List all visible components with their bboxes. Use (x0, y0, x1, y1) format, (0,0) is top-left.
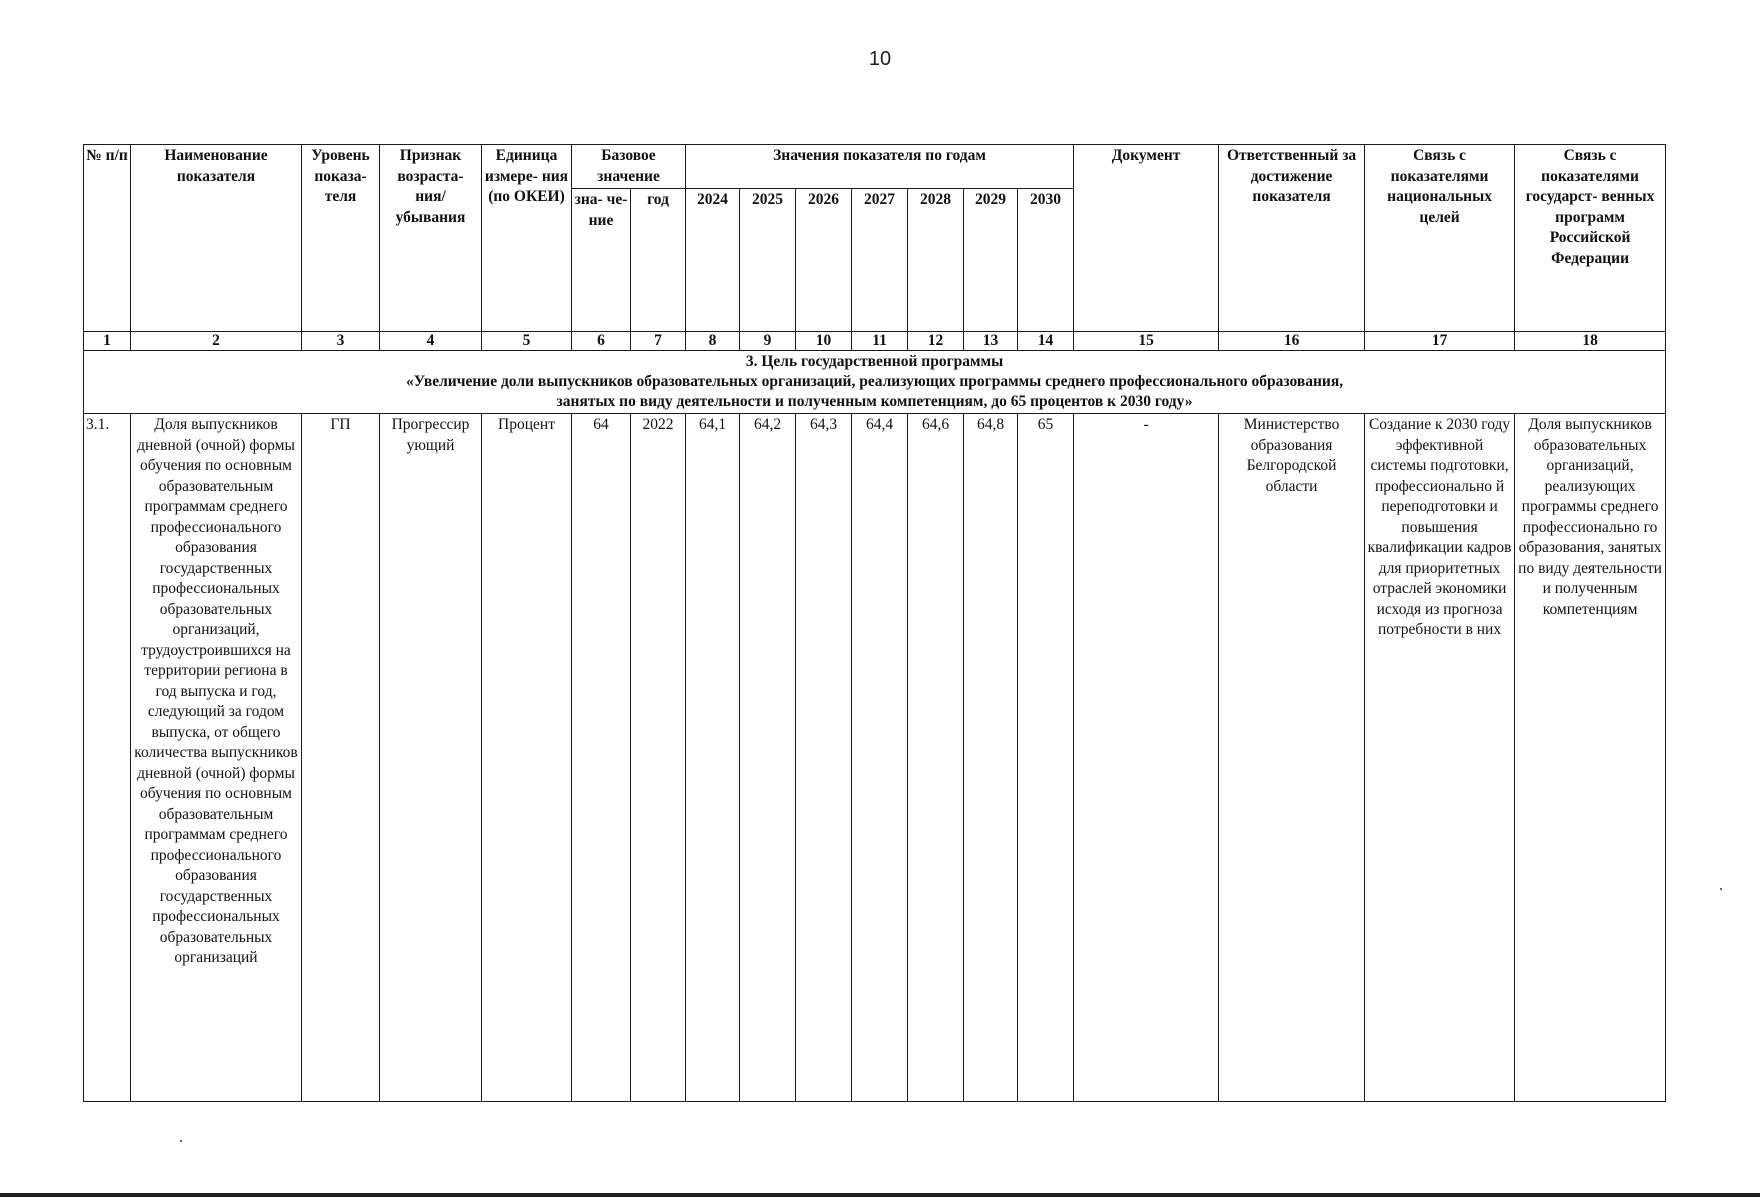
goal-text-line: занятых по виду деятельности и полученным компетенциям, до 65 процентов к 2030 году» (556, 393, 1193, 410)
value-2024: 64,1 (686, 414, 740, 1102)
column-number: 17 (1365, 332, 1515, 351)
header-year: 2029 (964, 189, 1018, 332)
value-2028: 64,6 (908, 414, 964, 1102)
column-number: 5 (482, 332, 572, 351)
header-level: Уровень показа- теля (302, 145, 380, 332)
header-base-year: год (631, 189, 686, 332)
base-value: 64 (572, 414, 631, 1102)
header-year: 2026 (796, 189, 852, 332)
column-number: 1 (84, 332, 131, 351)
header-document: Документ (1074, 145, 1219, 332)
indicator-sign: Прогрессир ующий (380, 414, 482, 1102)
value-2029: 64,8 (964, 414, 1018, 1102)
goal-row (84, 351, 1666, 414)
header-no: № п/п (84, 145, 131, 332)
header-values: Значения показателя по годам (686, 145, 1074, 189)
header-year: 2024 (686, 189, 740, 332)
document: - (1074, 414, 1219, 1102)
header-national-goals: Связь с показателями национальных целей (1365, 145, 1515, 332)
header-base: Базовое значение (572, 145, 686, 189)
indicator-unit: Процент (482, 414, 572, 1102)
column-number: 10 (796, 332, 852, 351)
scan-speck (180, 1140, 182, 1142)
header-base-value: зна- че- ние (572, 189, 631, 332)
indicator-level: ГП (302, 414, 380, 1102)
column-number: 18 (1515, 332, 1666, 351)
column-number: 15 (1074, 332, 1219, 351)
value-2027: 64,4 (852, 414, 908, 1102)
goal-title: 3. Цель государственной программы (745, 353, 1004, 370)
column-number: 4 (380, 332, 482, 351)
column-number: 9 (740, 332, 796, 351)
page-number: 10 (868, 48, 892, 70)
goal-text-line: «Увеличение доли выпускников образовательных организаций, реализующих программы среднего профессионального образования, (405, 373, 1344, 390)
header-sign: Признак возраста- ния/ убывания (380, 145, 482, 332)
column-number: 11 (852, 332, 908, 351)
header-name: Наименование показателя (131, 145, 302, 332)
indicator-row (84, 414, 1666, 1102)
scan-speck (1720, 888, 1722, 890)
header-year: 2025 (740, 189, 796, 332)
header-unit: Единица измере- ния (по ОКЕИ) (482, 145, 572, 332)
state-program-link: Доля выпускников образовательных организаций, реализующих программы среднего профессионально го образования, занятых по виду деятельности и полученным компетенциям (1515, 414, 1666, 1102)
value-2025: 64,2 (740, 414, 796, 1102)
indicator-table (83, 144, 1666, 1102)
column-number: 3 (302, 332, 380, 351)
value-2030: 65 (1018, 414, 1074, 1102)
column-number: 7 (631, 332, 686, 351)
base-year: 2022 (631, 414, 686, 1102)
header-row (84, 145, 1666, 189)
national-goal-link: Создание к 2030 году эффективной системы подготовки, профессионально й переподготовки и повышения квалификации кадров для приоритетных отраслей экономики исходя из прогноза потребности в них (1365, 414, 1515, 1102)
column-number-row (84, 332, 1666, 351)
column-number: 14 (1018, 332, 1074, 351)
value-2026: 64,3 (796, 414, 852, 1102)
header-responsible: Ответственный за достижение показателя (1219, 145, 1365, 332)
header-state-programs: Связь с показателями государст- венных программ Российской Федерации (1515, 145, 1666, 332)
column-number: 13 (964, 332, 1018, 351)
responsible: Министерство образования Белгородской области (1219, 414, 1365, 1102)
column-number: 16 (1219, 332, 1365, 351)
indicator-name: Доля выпускников дневной (очной) формы обучения по основным образовательным программам среднего профессионального образования государственных профессиональных образовательных организаций, трудоустроившихся на территории региона в год выпуска и год, следующий за годом выпуска, от общего количества выпускников дневной (очной) формы обучения по основным образовательным программам среднего профессионального образования государственных профессиональных образовательных организаций (131, 414, 302, 1102)
goal-cell (84, 351, 1666, 414)
scan-edge-line (0, 1193, 1760, 1197)
header-year: 2027 (852, 189, 908, 332)
header-year: 2030 (1018, 189, 1074, 332)
column-number: 2 (131, 332, 302, 351)
column-number: 12 (908, 332, 964, 351)
row-number: 3.1. (84, 414, 131, 1102)
column-number: 6 (572, 332, 631, 351)
column-number: 8 (686, 332, 740, 351)
header-year: 2028 (908, 189, 964, 332)
